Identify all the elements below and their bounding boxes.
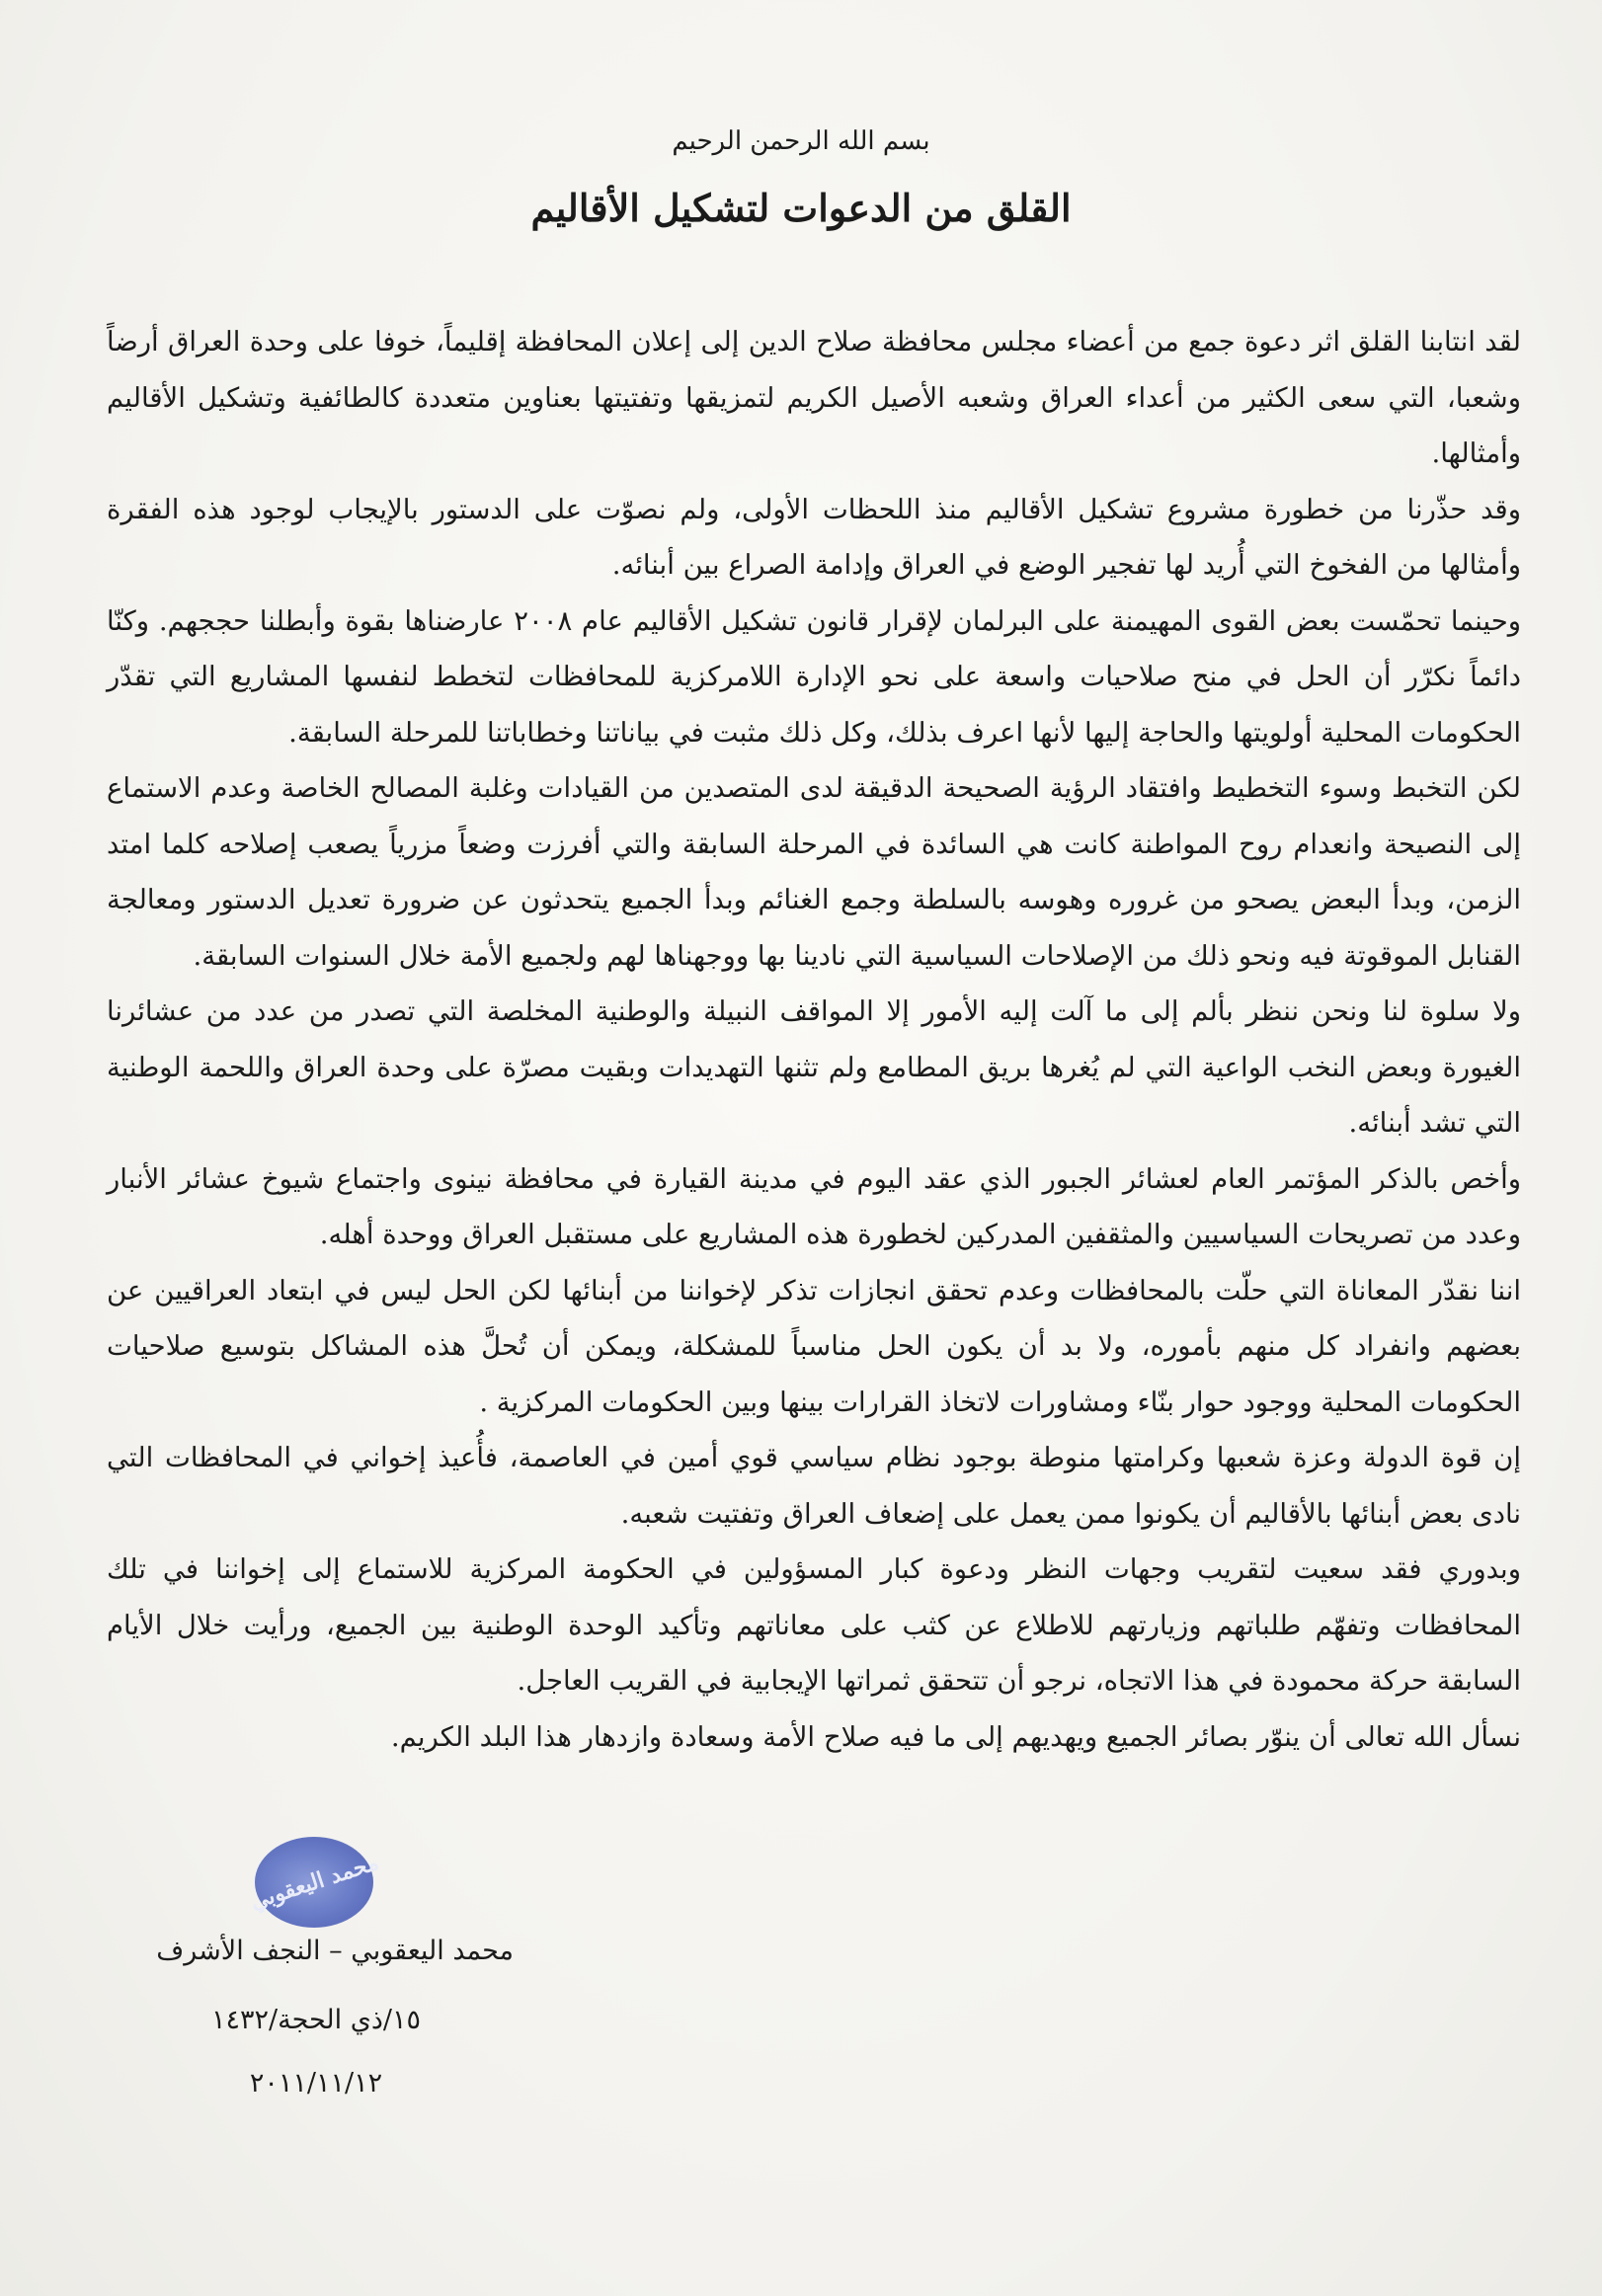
paragraph: ولا سلوة لنا ونحن ننظر بألم إلى ما آلت إليه الأمور إلا المواقف النبيلة والوطنية المخلصة التي تصدر من عدد من عشائرنا الغيورة وبعض النخب الواعية التي لم يُغرها بريق المطامع ولم تثنها التهديدات وبقيت مصرّة على وحدة العراق واللحمة الوطنية التي تشد أبنائه.	[107, 995, 1521, 1139]
gregorian-date: ٢٠١١/١١/١٢	[249, 2068, 383, 2098]
signatory-name: محمد اليعقوبي – النجف الأشرف	[156, 1936, 514, 1966]
hijri-date: ١٥/ذي الحجة/١٤٣٢	[210, 2005, 422, 2035]
paragraph: اننا نقدّر المعاناة التي حلّت بالمحافظات وعدم تحقق انجازات تذكر لإخواننا من أبنائها لكن الحل ليس في ابتعاد العراقيين عن بعضهم وانفراد كل منهم بأموره، ولا بد أن يكون الحل مناسباً للمشكلة، ويمكن أن تُحلَّ هذه المشاكل بتوسيع صلاحيات الحكومات المحلية ووجود حوار بنّاء ومشاورات لاتخاذ القرارات بينها وبين الحكومات المركزية .	[107, 1274, 1521, 1418]
paragraph: وأخص بالذكر المؤتمر العام لعشائر الجبور الذي عقد اليوم في مدينة القيارة في محافظة نينوى واجتماع شيوخ عشائر الأنبار وعدد من تصريحات السياسيين والمثقفين المدركين لخطورة هذه المشاريع على مستقبل العراق ووحدة أهله.	[107, 1162, 1521, 1250]
paragraph: وبدوري فقد سعيت لتقريب وجهات النظر ودعوة كبار المسؤولين في الحكومة المركزية للاستماع إلى إخواننا في تلك المحافظات وتفهّم طلباتهم وزيارتهم للاطلاع عن كثب على معاناتهم وتأكيد الوحدة الوطنية بين الجميع، ورأيت خلال الأيام السابقة حركة محمودة في هذا الاتجاه، نرجو أن تتحقق ثمراتها الإيجابية في القريب العاجل.	[107, 1553, 1521, 1697]
basmala: بسم الله الرحمن الرحيم	[672, 126, 930, 156]
paragraph: إن قوة الدولة وعزة شعبها وكرامتها منوطة بوجود نظام سياسي قوي أمين في العاصمة، فأُعيذ إخواني في المحافظات التي نادى بعض أبنائها بالأقاليم أن يكونوا ممن يعمل على إضعاف العراق وتفتيت شعبه.	[107, 1442, 1521, 1530]
signature-stamp	[246, 1837, 382, 1928]
paragraph: وقد حذّرنا من خطورة مشروع تشكيل الأقاليم منذ اللحظات الأولى، ولم نصوّت على الدستور بالإيجاب لوجود هذه الفقرة وأمثالها من الفخوخ التي أُريد لها تفجير الوضع في العراق وإدامة الصراع بين أبنائه.	[107, 493, 1521, 581]
document-body	[107, 314, 1521, 1765]
paragraph: نسأل الله تعالى أن ينوّر بصائر الجميع ويهديهم إلى ما فيه صلاح الأمة وسعادة وازدهار هذا البلد الكريم.	[390, 1720, 1521, 1753]
paragraph: وحينما تحمّست بعض القوى المهيمنة على البرلمان لإقرار قانون تشكيل الأقاليم عام ٢٠٠٨ عارضناها بقوة وأبطلنا حججهم. وكنّا دائماً نكرّر أن الحل في منح صلاحيات واسعة على نحو الإدارة اللامركزية للمحافظات لتخطط لنفسها المشاريع التي تقدّر الحكومات المحلية أولويتها والحاجة إليها لأنها اعرف بذلك، وكل ذلك مثبت في بياناتنا وخطاباتنا للمرحلة السابقة.	[107, 604, 1521, 749]
stamp-text: محمد اليعقوبي	[246, 1849, 382, 1916]
paragraph: لقد انتابنا القلق اثر دعوة جمع من أعضاء مجلس محافظة صلاح الدين إلى إعلان المحافظة إقليماً، خوفا على وحدة العراق أرضاً وشعبا، التي سعى الكثير من أعداء العراق وشعبه الأصيل الكريم لتمزيقها وتفتيتها بعناوين متعددة كالطائفية وتشكيل الأقاليم وأمثالها.	[107, 326, 1521, 469]
paragraph: لكن التخبط وسوء التخطيط وافتقاد الرؤية الصحيحة الدقيقة لدى المتصدين من القيادات وغلبة المصالح الخاصة وعدم الاستماع إلى النصيحة وانعدام روح المواطنة كانت هي السائدة في المرحلة السابقة والتي أفرزت وضعاً مزرياً يصعب إصلاحه كلما امتد الزمن، وبدأ البعض يصحو من غروره وهوسه بالسلطة وجمع الغنائم وبدأ الجميع يتحدثون عن ضرورة تعديل الدستور ومعالجة القنابل الموقوتة فيه ونحو ذلك من الإصلاحات السياسية التي نادينا بها ووجهناها لهم ولجميع الأمة خلال السنوات السابقة.	[107, 772, 1521, 972]
document-title: القلق من الدعوات لتشكيل الأقاليم	[530, 186, 1072, 230]
